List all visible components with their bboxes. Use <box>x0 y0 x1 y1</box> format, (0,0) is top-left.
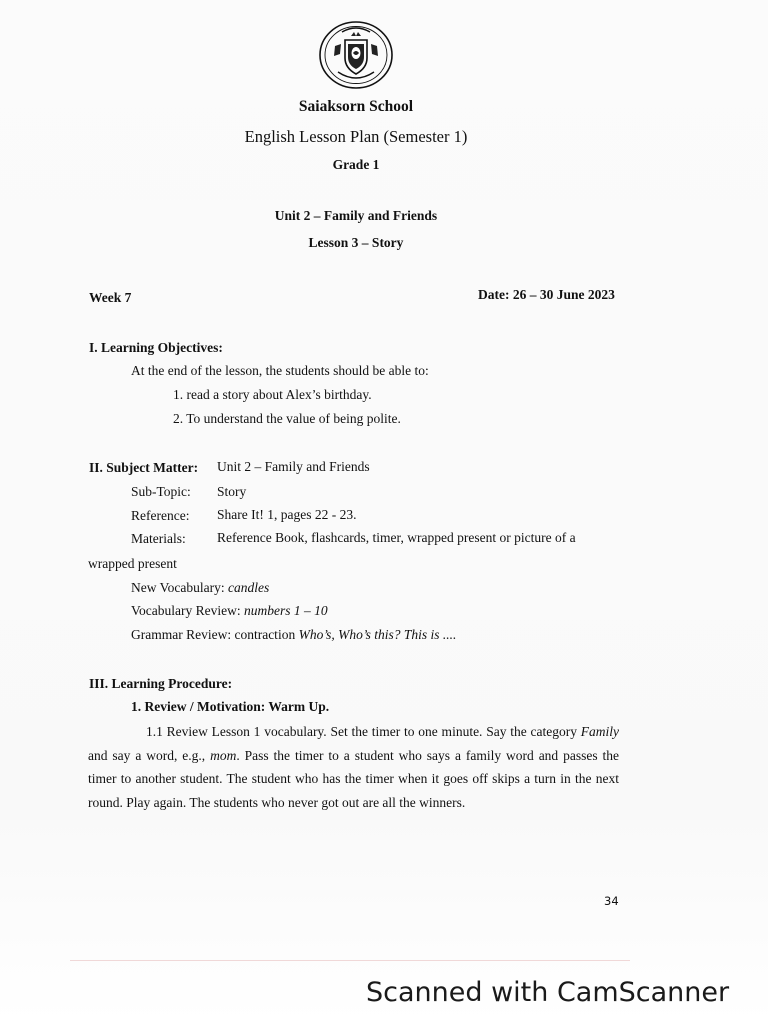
objectives-intro: At the end of the lesson, the students should be able to: <box>131 363 429 378</box>
procedure-heading: III. Learning Procedure: <box>89 676 233 691</box>
reference-label: Reference: <box>131 508 190 523</box>
materials-continued: wrapped present <box>88 556 177 571</box>
school-crest-icon <box>318 20 394 90</box>
grammar-review-value: Who’s, Who’s this? This is .... <box>298 627 457 642</box>
subtopic-label: Sub-Topic: <box>131 484 191 499</box>
objective-item: 1. read a story about Alex’s birthday. <box>173 387 372 402</box>
lesson-title: Lesson 3 – Story <box>308 235 404 250</box>
new-vocabulary-value: candles <box>227 580 270 595</box>
date-label: Date: 26 – 30 June 2023 <box>478 287 615 302</box>
objectives-heading: I. Learning Objectives: <box>89 340 223 355</box>
subtopic-value: Story <box>217 484 247 499</box>
grade-label: Grade 1 <box>332 157 380 172</box>
paragraph-text-2: and say a word, e.g., <box>88 747 211 763</box>
grammar-review <box>131 627 456 643</box>
lesson-plan-title: English Lesson Plan (Semester 1) <box>244 127 468 146</box>
grammar-review-label: Grammar Review: contraction <box>131 627 299 642</box>
subject-matter-heading: II. Subject Matter: <box>89 460 199 475</box>
objective-item: 2. To understand the value of being polite. <box>173 411 401 426</box>
vocabulary-review-value: numbers 1 – 10 <box>243 603 328 618</box>
unit-title: Unit 2 – Family and Friends <box>274 208 438 223</box>
week-label: Week 7 <box>89 290 132 305</box>
paragraph-italic-family: Family <box>580 724 619 739</box>
paragraph-text-1: 1.1 Review Lesson 1 vocabulary. Set the timer to one minute. Say the category <box>146 724 581 739</box>
paragraph-text-3: . Pass the timer to a student who says a family word and passes the timer to another student. The student who has the timer when it goes off skips a turn in the next round. Play again. The students who never got out are all the winners. <box>88 747 620 810</box>
procedure-paragraph <box>88 720 619 814</box>
page-number: 34 <box>604 894 619 908</box>
vocabulary-review-label: Vocabulary Review: <box>131 603 244 618</box>
school-name: Saiaksorn School <box>298 98 414 115</box>
procedure-subheading: 1. Review / Motivation: Warm Up. <box>131 699 330 714</box>
materials-label: Materials: <box>131 531 186 546</box>
scan-edge-divider <box>70 960 630 961</box>
new-vocabulary <box>131 580 269 596</box>
vocabulary-review <box>131 603 328 619</box>
camscanner-watermark: Scanned with CamScanner <box>366 977 730 1008</box>
subject-matter-value: Unit 2 – Family and Friends <box>217 459 370 474</box>
reference-value: Share It! 1, pages 22 - 23. <box>217 507 357 522</box>
materials-value: Reference Book, flashcards, timer, wrapped present or picture of a <box>217 530 576 545</box>
paragraph-italic-mom: mom <box>210 747 237 763</box>
new-vocabulary-label: New Vocabulary: <box>131 580 228 595</box>
